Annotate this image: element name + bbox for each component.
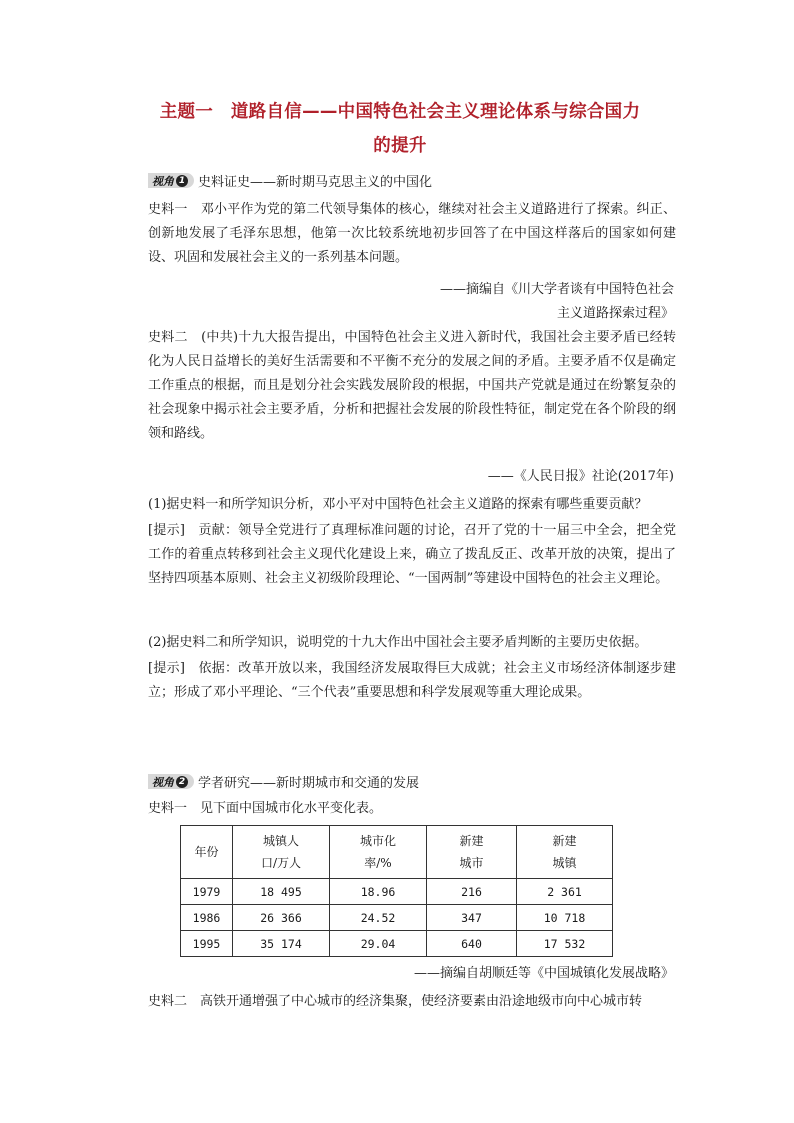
- section2-material2: 史料二 高铁开通增强了中心城市的经济集聚，使经济要素由沿途地级市向中心城市转: [148, 994, 643, 1009]
- table-cell: 24.52: [330, 905, 427, 931]
- badge-label: 视角: [152, 174, 174, 188]
- table-cell: 347: [427, 905, 517, 931]
- page-title-line1: 主题一 道路自信——中国特色社会主义理论体系与综合国力: [159, 102, 641, 122]
- table-header-row: [181, 826, 613, 879]
- table-header-cell: 城镇人 口/万人: [233, 826, 330, 879]
- table-row: [181, 879, 613, 905]
- section2-material1-intro: 史料一 见下面中国城市化水平变化表。: [148, 801, 383, 816]
- answer-1: [提示] 贡献：领导全党进行了真理标准问题的讨论，召开了党的十一届三中全会，把全党工作的着重点转移到社会主义现代化建设上来，确立了拨乱反正、改革开放的决策，提出了坚持四项基本原则、社会主义初级阶段理论、“一国两制”等建设中国特色的社会主义理论。: [148, 523, 676, 586]
- section2-heading-row: [148, 772, 419, 791]
- table-cell: 35 174: [233, 931, 330, 957]
- table-header-cell: 新建 城镇: [517, 826, 613, 879]
- section2-heading: 学者研究——新时期城市和交通的发展: [198, 776, 420, 791]
- table-cell: 1979: [181, 879, 233, 905]
- table-cell: 2 361: [517, 879, 613, 905]
- table-cell: 18 495: [233, 879, 330, 905]
- badge-number-icon: 2: [176, 776, 188, 788]
- section1-heading-row: [148, 171, 432, 190]
- table-cell: 17 532: [517, 931, 613, 957]
- table-header-cell: 年份: [181, 826, 233, 879]
- badge-number-icon: 1: [176, 175, 188, 187]
- table-cell: 18.96: [330, 879, 427, 905]
- urbanization-table: [180, 825, 613, 957]
- question-2: (2)据史料二和所学知识，说明党的十九大作出中国社会主要矛盾判断的主要历史依据。: [148, 635, 648, 650]
- section1-material2: 史料二 (中共)十九大报告提出，中国特色社会主义进入新时代，我国社会主要矛盾已经转化为人民日益增长的美好生活需要和不平衡不充分的发展之间的矛盾。主要矛盾不仅是确定工作重点的根据，而且是划分社会实践发展阶段的根据，中国共产党就是通过在纷繁复杂的社会现象中揭示社会主要矛盾，分析和把握社会发展的阶段性特征，制定党在各个阶段的纲领和路线。: [148, 330, 676, 441]
- table-row: [181, 931, 613, 957]
- section1-material1: 史料一 邓小平作为党的第二代领导集体的核心，继续对社会主义道路进行了探索。纠正、创新地发展了毛泽东思想，他第一次比较系统地初步回答了在中国这样落后的国家如何建设、巩固和发展社会主义的一系列基本问题。: [148, 202, 676, 265]
- section1-source1: [440, 278, 674, 326]
- table-cell: 26 366: [233, 905, 330, 931]
- table-header-cell: 新建 城市: [427, 826, 517, 879]
- table-cell: 216: [427, 879, 517, 905]
- perspective-badge-1: [148, 173, 194, 188]
- table-cell: 29.04: [330, 931, 427, 957]
- page-title-line2: 的提升: [373, 136, 427, 156]
- table-cell: 10 718: [517, 905, 613, 931]
- question-1: (1)据史料一和所学知识分析，邓小平对中国特色社会主义道路的探索有哪些重要贡献？: [148, 497, 648, 512]
- table-row: [181, 905, 613, 931]
- section1-heading: 史料证史——新时期马克思主义的中国化: [198, 175, 433, 190]
- table-header-cell: 城市化 率/%: [330, 826, 427, 879]
- table-cell: 1986: [181, 905, 233, 931]
- badge-label: 视角: [152, 775, 174, 789]
- table-cell: 640: [427, 931, 517, 957]
- table-cell: 1995: [181, 931, 233, 957]
- source1-line2: 主义道路探索过程》: [556, 306, 674, 321]
- perspective-badge-2: [148, 774, 194, 789]
- source1-line1: ——摘编自《川大学者谈有中国特色社会: [439, 282, 674, 297]
- section1-source2: ——《人民日报》社论(2017年): [487, 469, 674, 484]
- answer-2: [提示] 依据：改革开放以来，我国经济发展取得巨大成就；社会主义市场经济体制逐步建立；形成了邓小平理论、“三个代表”重要思想和科学发展观等重大理论成果。: [148, 661, 676, 700]
- table-source: ——摘编自胡顺廷等《中国城镇化发展战略》: [413, 966, 674, 981]
